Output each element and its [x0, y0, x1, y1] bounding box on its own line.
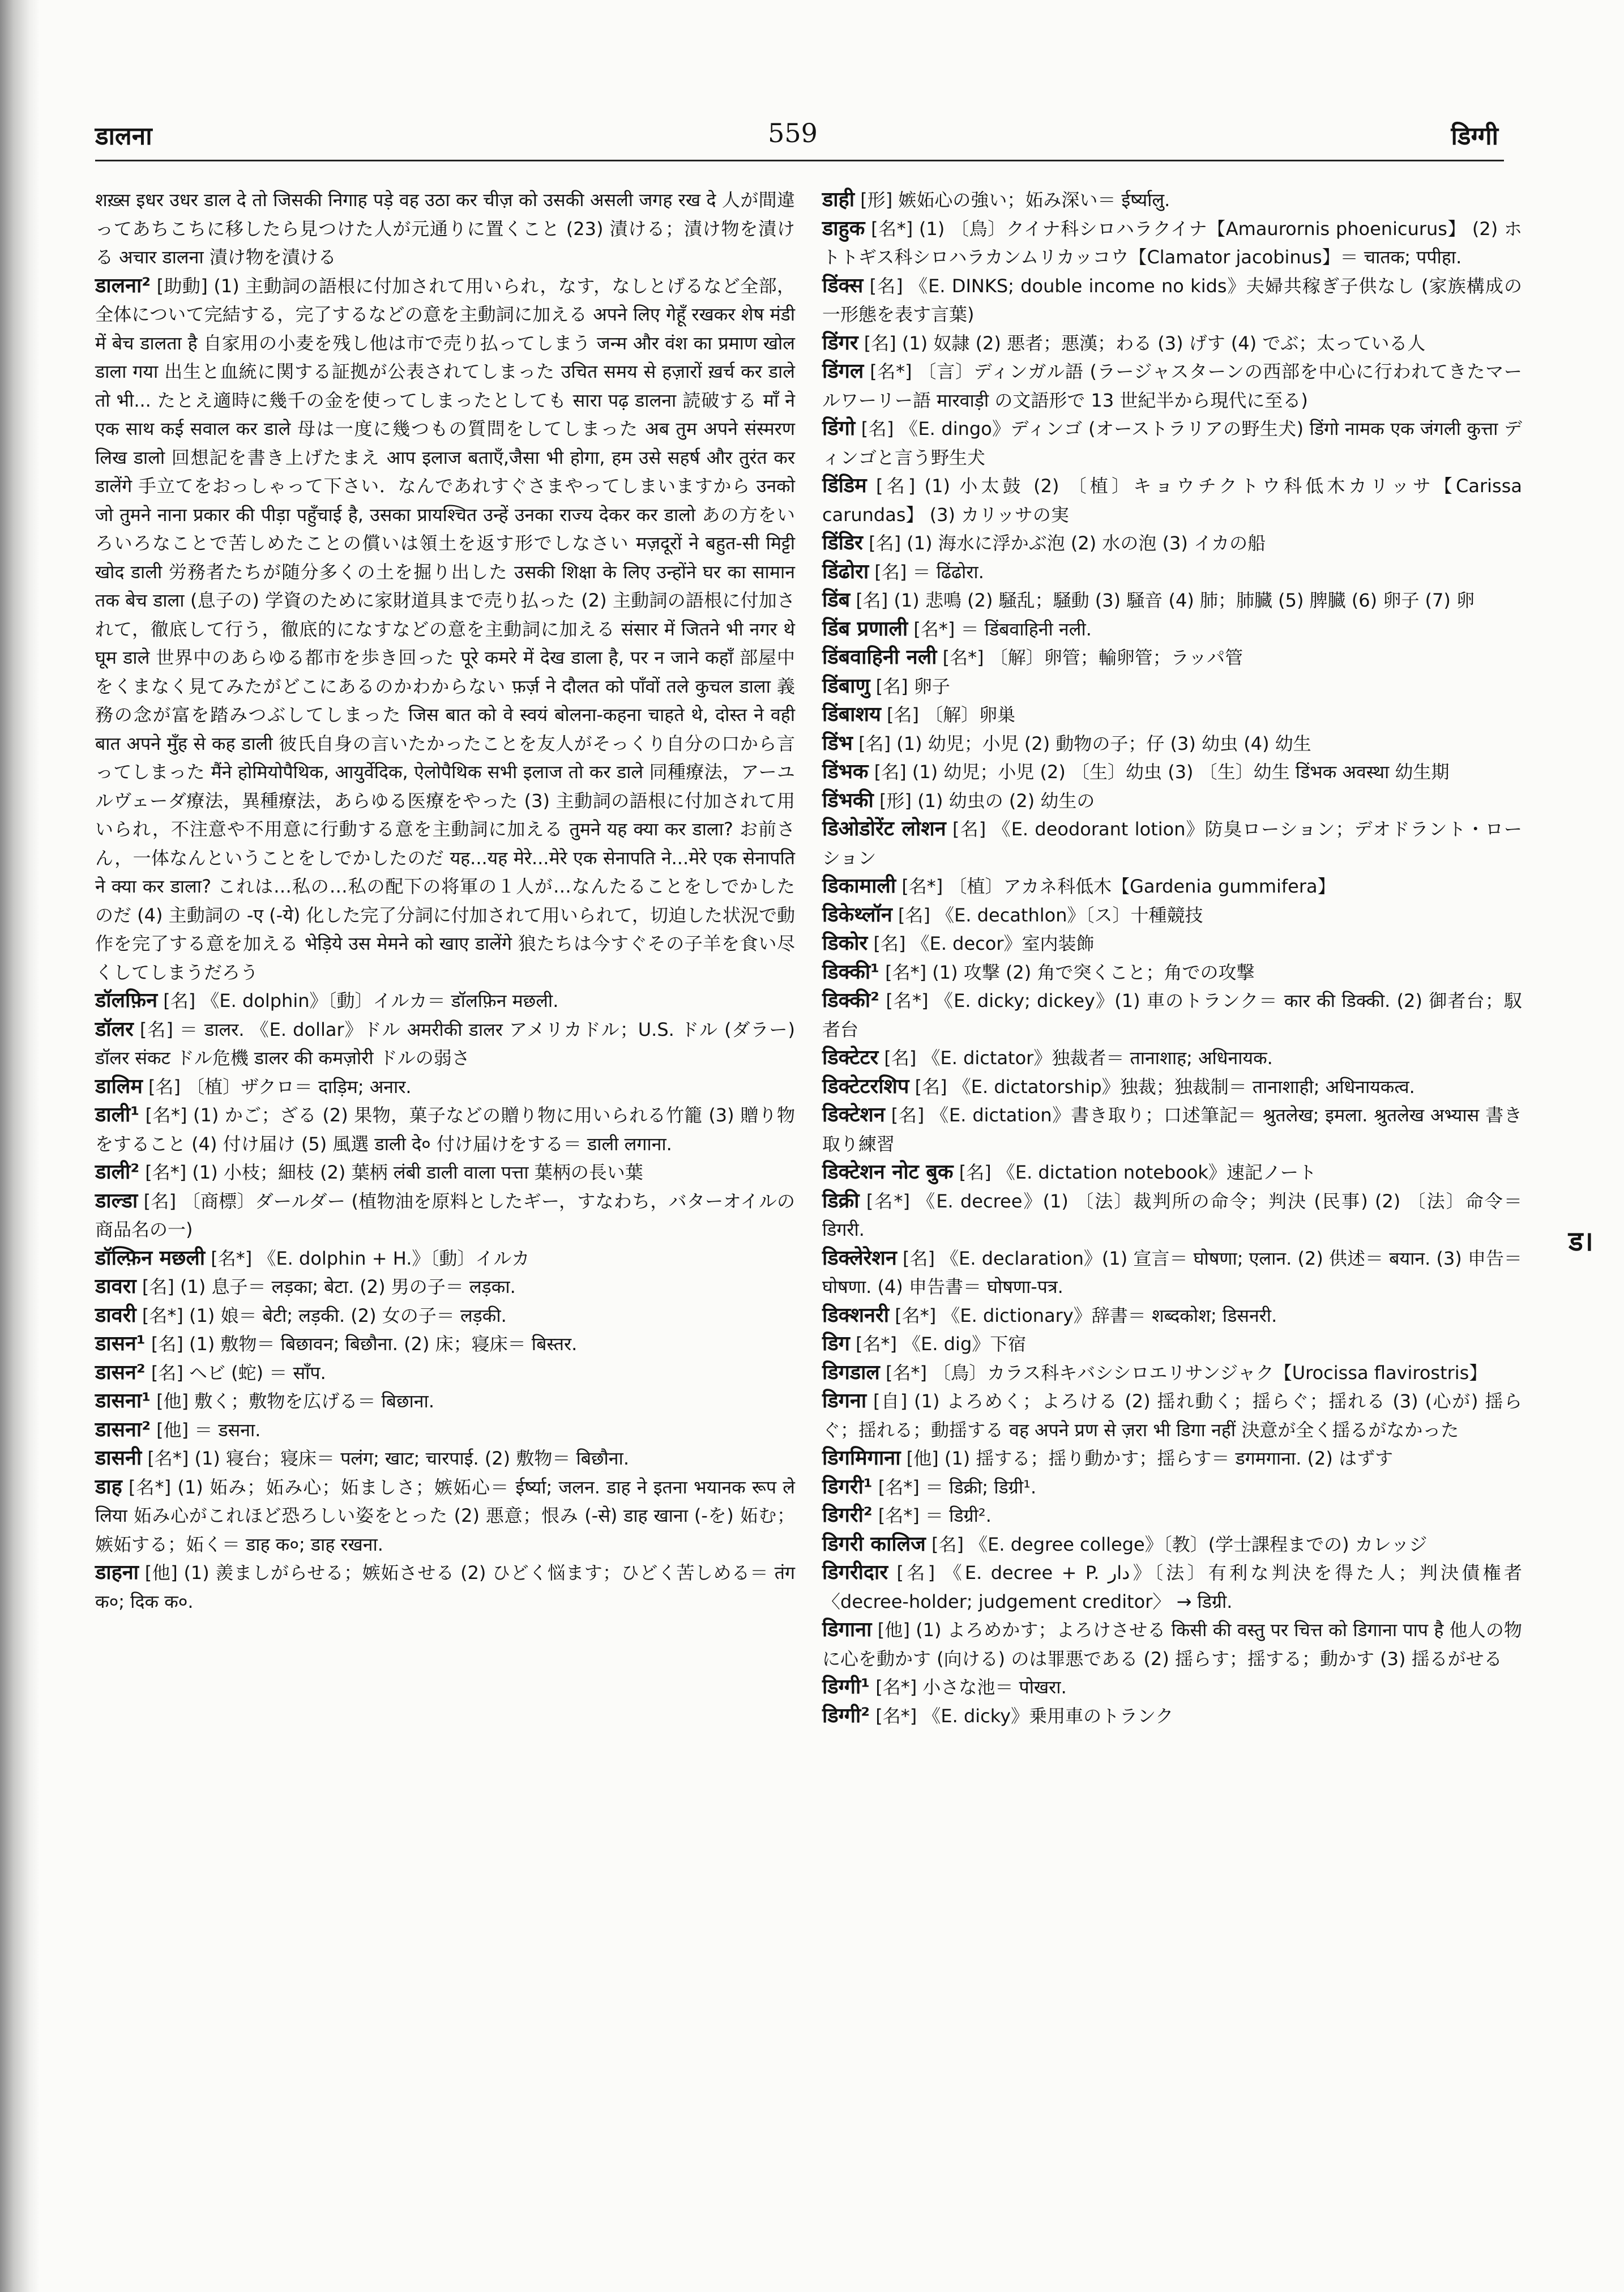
entry-definition: [名] 《E. decor》室内装飾 [873, 933, 1095, 954]
dictionary-entry [822, 1158, 1522, 1187]
entry-definition: [他] (1) 羨ましがらせる；嫉妬させる (2) ひどく悩ます；ひどく苦しめる＝ तंग क०; दिक क०. [95, 1562, 795, 1612]
entry-headword: डाहुक [822, 216, 865, 240]
entry-headword: डाल्डा [95, 1189, 138, 1213]
entry-headword: डिंभ [822, 731, 853, 755]
entry-definition: [名] 卵子 [875, 675, 950, 697]
entry-definition: [名*] ＝ डिंबवाहिनी नली. [913, 618, 1092, 640]
dictionary-entry [822, 1330, 1522, 1359]
entry-definition: [名*] 《E. dictionary》辞書＝ शब्दकोश; डिसनरी. [895, 1304, 1277, 1326]
entry-definition: [名] 《E. dolphin》〔動〕イルカ＝ डॉलफ़िन मछली. [163, 990, 559, 1011]
entry-headword: डिग्गी² [822, 1704, 870, 1727]
entry-definition: [形] 嫉妬心の強い；妬み深い＝ ईर्ष्यालु. [860, 189, 1170, 211]
dictionary-entry [822, 1501, 1522, 1530]
dictionary-entry [822, 1044, 1522, 1073]
entry-definition: [名] (1) 幼児；小児 (2) 〔生〕幼虫 (3) 〔生〕幼生 डिंभक अवस्था 幼生期 [874, 761, 1450, 783]
dictionary-entry [822, 357, 1522, 415]
entry-headword: डासनी [95, 1446, 142, 1470]
entry-headword: डॉल्फ़िन मछली [95, 1246, 206, 1270]
entry-headword: डाह [95, 1475, 122, 1499]
entry-headword: डॉलर [95, 1017, 134, 1041]
dictionary-entry [95, 186, 795, 272]
entry-definition: [名] 《E. deodorant lotion》防臭ローション；デオドラント・ローション [822, 818, 1523, 869]
entry-headword: डिक्लेरेशन [822, 1246, 897, 1270]
entry-definition: [名*] (1) 攻撃 (2) 角で突くこと；角での攻撃 [885, 961, 1255, 983]
dictionary-entry [822, 186, 1522, 215]
entry-definition: [形] (1) 幼虫の (2) 幼生の [879, 789, 1095, 812]
entry-definition: [名*] 《E. dicky; dickey》(1) 車のトランク＝ कार की डिक्की. (2) 御者台；馭者台 [822, 990, 1523, 1040]
dictionary-entry [822, 872, 1522, 901]
dictionary-entry [822, 1530, 1522, 1559]
dictionary-entry [822, 958, 1522, 987]
dictionary-entry [822, 272, 1522, 329]
entry-headword: डिंक्स [822, 274, 864, 297]
entry-definition: [名] 《E. degree college》〔教〕(学士課程までの) カレッジ [931, 1533, 1428, 1555]
dictionary-entry [95, 272, 795, 987]
dictionary-entry [95, 1101, 795, 1158]
dictionary-entry [822, 415, 1522, 472]
entry-headword: डिगना [822, 1389, 867, 1412]
entry-headword: डिंबवाहिनी नली [822, 646, 937, 669]
entry-definition: [名*] 《E. decree》(1) 〔法〕裁判所の命令；判決 (民事) (2) 〔法〕命令＝ डिगरी. [822, 1190, 1522, 1240]
entry-definition: [名] 〔商標〕ダールダー (植物油を原料としたギー，すなわち，バターオイルの商品名の一) [95, 1190, 796, 1240]
entry-definition: [名*] 《E. dig》下宿 [856, 1333, 1027, 1355]
entry-definition: [他] (1) 揺する；揺り動かす；揺らす＝ डगमगाना. (2) はずす [906, 1448, 1394, 1469]
entry-headword: डिक्टेटर [822, 1046, 879, 1069]
dictionary-entry [95, 987, 795, 1015]
entry-headword: डिंडिर [822, 531, 863, 554]
entry-headword: डाहना [95, 1561, 139, 1584]
entry-definition: [名] 《E. dictator》独裁者＝ तानाशाह; अधिनायक. [884, 1047, 1273, 1069]
entry-headword: डिकेथ्लॉन [822, 903, 892, 927]
entry-headword: डिगमिगाना [822, 1446, 901, 1470]
dictionary-entry [822, 672, 1522, 701]
dictionary-entry [95, 1015, 795, 1073]
dictionary-entry [822, 701, 1522, 729]
entry-headword: डिग्गी¹ [822, 1675, 870, 1698]
entry-definition: [名] ＝ डालर. 《E. dollar》ドル अमरीकी डालर アメリカドル；U.S. ドル (ダラー) डॉलर संकट ドル危機 डालर की कमज़ोरी ドルの弱さ [95, 1018, 795, 1069]
entry-headword: डिगरी कालिज [822, 1532, 926, 1556]
entry-headword: डॉलफ़िन [95, 989, 158, 1012]
entry-definition: [名] (1) 悲鳴 (2) 騒乱；騒動 (3) 騒音 (4) 肺；肺臓 (5) 脾臓 (6) 卵子 (7) 卵 [856, 590, 1475, 611]
entry-definition: [名] ＝ ढिंढोरा. [874, 561, 984, 583]
dictionary-entry [822, 1702, 1522, 1731]
dictionary-entry [822, 815, 1522, 872]
entry-headword: डिगरी² [822, 1504, 873, 1527]
dictionary-entry [822, 758, 1522, 787]
dictionary-entry [822, 472, 1522, 529]
entry-definition: [名] (1) 息子＝ लड़का; बेटा. (2) 男の子＝ लड़का. [142, 1276, 516, 1297]
entry-definition: [名*] (1) 小枝；細枝 (2) 葉柄 लंबी डाली वाला पत्ता 葉柄の長い葉 [145, 1162, 643, 1183]
entry-definition: [名] 〔解〕卵巣 [887, 704, 1016, 725]
dictionary-entry [95, 1330, 795, 1359]
dictionary-entry [822, 215, 1522, 272]
dictionary-entry [822, 1673, 1522, 1702]
running-head-left: डालना [95, 122, 152, 151]
page-number: 559 [768, 118, 818, 148]
entry-definition: [名] 《E. decree + P. دار》〔法〕有利な判決を得た人；判決債権者 〈decree-holder; judgement creditor〉 → डिग्री. [822, 1562, 1522, 1612]
entry-headword: डिक्की¹ [822, 960, 879, 984]
entry-headword: डिगडाल [822, 1360, 880, 1384]
entry-headword: डालिम [95, 1074, 143, 1098]
dictionary-entry [822, 1301, 1522, 1330]
dictionary-entry [822, 1473, 1522, 1502]
entry-definition: [名*] (1) 娘＝ बेटी; लड़की. (2) 女の子＝ लड़की. [142, 1304, 507, 1326]
entry-definition: [名] 《E. DINKS; double income no kids》夫婦共稼ぎ子供なし (家族構成の一形態を表す言葉) [822, 275, 1522, 325]
entry-headword: डिगरी¹ [822, 1475, 873, 1499]
dictionary-entry [95, 1416, 795, 1445]
dictionary-entry [95, 1559, 795, 1616]
dictionary-entry [95, 1273, 795, 1301]
entry-headword: डिगरीदार [822, 1561, 888, 1584]
entry-headword: डासन¹ [95, 1332, 146, 1355]
entry-headword: डाही [822, 188, 855, 211]
dictionary-entry [95, 1473, 795, 1559]
dictionary-entry [822, 1187, 1522, 1244]
entry-definition: [名] 《E. dictation notebook》速記ノート [959, 1162, 1317, 1183]
entry-headword: डिंभकी [822, 788, 874, 812]
left-column [95, 186, 795, 1616]
entry-definition: [名] (1) 海水に浮かぶ泡 (2) 水の泡 (3) イカの船 [869, 532, 1266, 554]
entry-definition: [名] 《E. dictation》書き取り；口述筆記＝ श्रुतलेख; इमला. श्रुतलेख अभ्यास 書き取り練習 [822, 1104, 1523, 1155]
dictionary-entry [822, 329, 1522, 358]
entry-headword: डिक्की² [822, 989, 879, 1012]
dictionary-entry [95, 1244, 795, 1273]
dictionary-entry [95, 1387, 795, 1416]
dictionary-entry [822, 1073, 1522, 1102]
dictionary-entry [822, 558, 1522, 587]
entry-headword: डासना¹ [95, 1389, 151, 1412]
dictionary-entry [822, 1616, 1522, 1673]
dictionary-entry [822, 1359, 1522, 1388]
dictionary-entry [95, 1359, 795, 1388]
entry-definition: [名*] 〔解〕卵管；輸卵管；ラッパ管 [942, 647, 1243, 668]
entry-definition: [名*] (1) 〔鳥〕クイナ科シロハラクイナ【Amaurornis phoenicurus】 (2) ホトトギス科シロハラカンムリカッコウ【Clamator jacobinus】＝ चातक; पपीहा. [822, 217, 1522, 268]
entry-headword: डासना² [95, 1418, 151, 1441]
dictionary-entry [822, 729, 1522, 758]
dictionary-entry [822, 787, 1522, 816]
dictionary-entry [95, 1073, 795, 1102]
entry-definition: [名*] (1) 妬み；妬み心；妬ましさ；嫉妬心＝ ईर्ष्या; जलन. डाह ने इतना भयानक रूप ले लिया 妬み心がこれほど恐ろしい姿をとった (2) 悪意；恨み (-से) डाह खाना (-を) 妬む；嫉妬する；妬く＝ डाह क०; डाह रखना. [95, 1476, 796, 1555]
entry-definition: [名] 《E. decathlon》〔ス〕十種競技 [898, 904, 1203, 926]
entry-headword: डावरा [95, 1275, 136, 1298]
entry-definition: [名*] 《E. dicky》乗用車のトランク [875, 1705, 1174, 1727]
dictionary-entry [822, 929, 1522, 958]
entry-headword: डिक्टेशन [822, 1103, 885, 1126]
running-head-right: डिग्गी [1451, 122, 1498, 151]
entry-headword: डिकोर [822, 932, 868, 955]
dictionary-entry [95, 1187, 795, 1244]
entry-headword: डिगाना [822, 1618, 872, 1641]
entry-headword: डावरी [95, 1303, 136, 1327]
dictionary-entry [822, 1101, 1522, 1158]
entry-headword: डिंगर [822, 331, 858, 355]
entry-definition: [名] (1) 敷物＝ बिछावन; बिछौना. (2) 床；寝床＝ बिस्तर. [151, 1333, 578, 1355]
entry-headword: डिंबाणु [822, 674, 870, 698]
entry-headword: डिक्टेटरशिप [822, 1074, 909, 1098]
thumb-index: ड। [1569, 1226, 1593, 1257]
dictionary-entry [822, 1387, 1522, 1444]
entry-headword: डिंब [822, 588, 851, 612]
entry-definition: [名*] 〔言〕ディンガル語 (ラージャスターンの西部を中心に行われてきたマールワーリー語 मारवाड़ी の文語形で 13 世紀半から現代に至る) [822, 361, 1523, 411]
dictionary-entry [822, 1444, 1522, 1473]
entry-headword: डिंब प्रणाली [822, 617, 908, 641]
dictionary-entry [822, 901, 1522, 930]
dictionary-entry [95, 1444, 795, 1473]
dictionary-entry [822, 643, 1522, 672]
entry-headword: डिंढोरा [822, 560, 869, 583]
dictionary-entry [822, 615, 1522, 644]
entry-definition: [名*] ＝ डिक्री; डिग्री¹. [878, 1476, 1037, 1498]
entry-headword: डिकामाली [822, 874, 896, 898]
entry-definition: [他] (1) よろめかす；よろけさせる किसी की वस्तु पर चित्त को डिगाना पाप है 他人の物に心を動かす (向ける) のは罪悪である (2) 揺らす；揺する；動かす (3) 揺るがせる [822, 1619, 1522, 1670]
entry-definition: [他] 敷く；敷物を広げる＝ बिछाना. [156, 1390, 434, 1412]
dictionary-entry [822, 586, 1522, 615]
entry-definition: [名] 〔植〕ザクロ＝ दाड़िम; अनार. [148, 1075, 412, 1098]
entry-headword: डिक्शनरी [822, 1303, 890, 1327]
entry-headword: डिग [822, 1332, 850, 1355]
dictionary-entry [822, 1244, 1522, 1301]
entry-headword: डिंबाशय [822, 703, 881, 726]
entry-definition: [名] (1) 小太鼓 (2) 〔植〕キョウチクトウ科低木カリッサ【Carissa carundas】 (3) カリッサの実 [822, 475, 1523, 526]
dictionary-entry [95, 1158, 795, 1187]
dictionary-entry [822, 987, 1522, 1044]
entry-definition: [名*] 〔植〕アカネ科低木【Gardenia gummifera】 [901, 876, 1336, 897]
entry-definition: [自] (1) よろめく；よろける (2) 揺れ動く；揺らぐ；揺れる (3) (心が) 揺らぐ；揺れる；動揺する वह अपने प्रण से ज़रा भी डिगा नहीं 決意が全く揺るがなかった [822, 1390, 1523, 1441]
entry-definition: [名] ヘビ (蛇) ＝ साँप. [151, 1361, 326, 1384]
entry-definition: [名*] 《E. dolphin + H.》〔動〕イルカ [211, 1247, 530, 1269]
entry-definition: शख़्स इधर उधर डाल दे तो जिसकी निगाह पड़े वह उठा कर चीज़ को उसकी असली जगह रख दे 人が間違ってあちこちに移したら見つけた人が元通りに置くこと (23) 漬ける；漬け物を漬ける अचार डालना 漬け物を漬ける [95, 189, 795, 268]
entry-definition: [名] 《E. declaration》(1) 宣言＝ घोषणा; एलान. (2) 供述＝ बयान. (3) 申告＝ घोषणा. (4) 申告書＝ घोषणा-पत्र. [822, 1247, 1522, 1297]
entry-headword: डासन² [95, 1360, 146, 1384]
dictionary-entry [822, 1559, 1522, 1616]
entry-definition: [名] (1) 奴隷 (2) 悪者；悪漢；わる (3) げす (4) でぶ；太っている人 [864, 332, 1426, 354]
entry-definition: [名] (1) 幼児；小児 (2) 動物の子；仔 (3) 幼虫 (4) 幼生 [858, 732, 1311, 754]
entry-definition: [名*] 〔鳥〕カラス科キバシシロエリサンジャク【Urocissa flavirostris】 [886, 1361, 1488, 1384]
entry-headword: डिंडिम [822, 474, 867, 497]
right-column [822, 186, 1522, 1730]
entry-definition: [名] 《E. dictatorship》独裁；独裁制＝ तानाशाही; अधिनायकत्व. [914, 1075, 1415, 1098]
entry-headword: डाली¹ [95, 1103, 140, 1126]
entry-headword: डिओडोरेंट लोशन [822, 817, 946, 840]
entry-definition: [名*] 小さな池＝ पोखरा. [875, 1676, 1067, 1698]
entry-definition: [名*] (1) かご；ざる (2) 果物，菓子などの贈り物に用いられる竹籠 (3) 贈り物をすること (4) 付け届け (5) 風選 डाली दे० 付け届けをする＝ डाली लगाना. [95, 1104, 795, 1155]
entry-headword: डिक्टेशन नोट बुक [822, 1160, 954, 1184]
entry-headword: डिक्री [822, 1189, 860, 1213]
entry-definition: [名*] (1) 寝台；寝床＝ पलंग; खाट; चारपाई. (2) 敷物＝ बिछौना. [147, 1448, 629, 1469]
header-rule [95, 160, 1504, 161]
entry-definition: [助動] (1) 主動詞の語根に付加されて用いられ，なす，なしとげるなど全部，全体について完結する，完了するなどの意を主動詞に加える अपने लिए गेहूँ रखकर शेष मंडी में बेच डालता है 自家用の小麦を残し他は市で売り払ってしまう जन्म और वंश का प्रमाण खोल डाला गया 出生と血統に関する証拠が公表されてしまった उचित समय से हज़ारों ख़र्च कर डाले तो भी... たとえ適時に幾千の金を使ってしまったとしても सारा पढ़ डालना 読破する माँ ने एक साथ कई सवाल कर डाले 母は一度に幾つもの質問をしてしまった अब तुम अपने संस्मरण लिख डालो 回想記を書き上げたまえ आप इलाज बताएँ,जैसा भी होगा, हम उसे सहर्ष और तुरंत कर डालेंगे 手立てをおっしゃって下さい．なんであれすぐさまやってしまいますから उनको जो तुमने नाना प्रकार की पीड़ा पहुँचाई है, उसका प्रायश्चित उन्हें उनका राज्य देकर कर डालो あの方をいろいろなことで苦しめたことの償いは領土を返す形でしなさい मज़दूरों ने बहुत-सी मिट्टी खोद डाली 労務者たちが随分多くの土を掘り出した उसकी शिक्षा के लिए उन्होंने घर का सामान तक बेच डाला (息子の) 学資のために家財道具まで売り払った (2) 主動詞の語根に付加されて，徹底して行う，徹底的になすなどの意を主動詞に加える संसार में जितने भी नगर थे घूम डाले 世界中のあらゆる都市を歩き回った पूरे कमरे में देख डाला है, पर न जाने कहाँ 部屋中をくまなく見てみたがどこにあるのかわからない फ़र्ज़ ने दौलत को पाँवों तले कुचल डाला 義務の念が富を踏みつぶしてしまった जिस बात को वे स्वयं बोलना-कहना चाहते थे, दोस्त ने वही बात अपने मुँह से कह डाली 彼氏自身の言いたかったことを友人がそっくり自分の口から言ってしまった मैंने होमियोपैथिक, आयुर्वेदिक, ऐलोपैथिक सभी इलाज तो कर डाले 同種療法，アーユルヴェーダ療法，異種療法，あらゆる医療をやった (3) 主動詞の語根に付加されて用いられ，不注意や不用意に行動する意を主動詞に加える तुमने यह क्या कर डाला? お前さん，一体なんということをしでかしたのだ यह...यह मेरे...मेरे एक सेनापति ने...मेरे एक सेनापति ने क्या कर डाला? これは…私の…私の配下の将軍の１人が…なんたることをしでかしたのだ (4) 主動詞の -ए (-ये) 化した完了分詞に付加されて用いられて，切迫した状況で動作を完了する意を加える भेड़िये उस मेमने को खाए डालेंगे 狼たちは今すぐその子羊を食い尽くしてしまうだろう [95, 275, 796, 983]
dictionary-entry [95, 1301, 795, 1330]
entry-definition: [名] 《E. dingo》ディンゴ (オーストラリアの野生犬) डिंगो नामक एक जंगली कुत्ता ディンゴと言う野生犬 [822, 418, 1522, 468]
entry-headword: डालना² [95, 274, 151, 297]
entry-headword: डिंगो [822, 417, 856, 440]
dictionary-entry [822, 529, 1522, 558]
entry-headword: डिंभक [822, 760, 869, 783]
entry-headword: डिंगल [822, 360, 864, 383]
entry-definition: [名*] ＝ डिग्री². [878, 1505, 992, 1526]
entry-definition: [他] ＝ डसना. [156, 1419, 261, 1441]
entry-headword: डाली² [95, 1160, 140, 1184]
scan-edge-shadow [0, 0, 40, 2292]
